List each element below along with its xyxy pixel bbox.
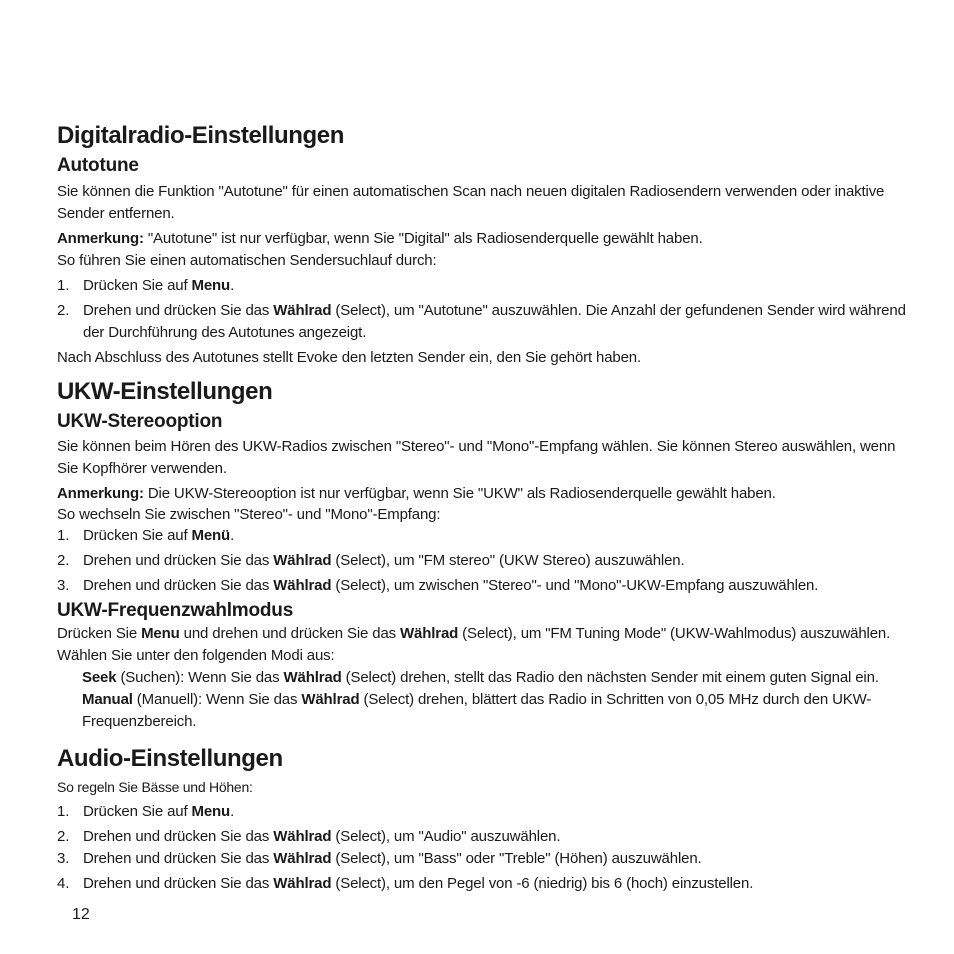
ukw-stereo-heading: UKW-Stereooption: [57, 411, 223, 432]
step-number: 1.: [57, 803, 70, 820]
step-number: 4.: [57, 875, 70, 892]
list-item: [57, 575, 907, 597]
ukw-freq-intro: Drücken Sie Menu und drehen und drücken Sie das Wählrad (Select), um "FM Tuning Mode" (UKW-Wahlmodus) auszuwählen. Wählen Sie unter den folgenden Modi aus:: [57, 625, 891, 664]
note-text: Die UKW-Stereooption ist nur verfügbar, wenn Sie "UKW" als Radiosenderquelle gewählt haben.: [143, 485, 776, 502]
autotune-steps: [57, 275, 907, 344]
autotune-heading: Autotune: [57, 155, 139, 176]
autotune-intro: Sie können die Funktion "Autotune" für einen automatischen Scan nach neuen digitalen Radiosendern verwenden oder inaktive Sender entfernen.: [57, 183, 885, 222]
ukw-stereo-howto: So wechseln Sie zwischen "Stereo"- und "Mono"-Empfang:: [57, 506, 441, 523]
ukw-stereo-note: [57, 483, 907, 505]
note-label: Anmerkung:: [57, 230, 144, 247]
autotune-note: [57, 228, 907, 250]
list-item: [57, 801, 907, 823]
step-text: Drücken Sie auf Menu.: [83, 277, 235, 294]
list-item: [57, 873, 907, 895]
step-text: Drehen und drücken Sie das Wählrad (Select), um "Autotune" auszuwählen. Die Anzahl der gefundenen Sender wird während der Durchführung des Autotunes angezeigt.: [83, 302, 906, 341]
list-item: [57, 300, 907, 344]
step-text: Drücken Sie auf Menu.: [83, 803, 235, 820]
audio-steps: [57, 801, 907, 895]
step-number: 1.: [57, 277, 70, 294]
digitalradio-heading: Digitalradio-Einstellungen: [57, 122, 344, 149]
ukw-freq-heading: UKW-Frequenzwahlmodus: [57, 600, 294, 621]
step-number: 1.: [57, 527, 70, 544]
list-item: [57, 826, 907, 848]
step-text: Drücken Sie auf Menü.: [83, 527, 235, 544]
autotune-howto: So führen Sie einen automatischen Sendersuchlauf durch:: [57, 252, 437, 269]
step-text: Drehen und drücken Sie das Wählrad (Select), um den Pegel von -6 (niedrig) bis 6 (hoch) einzustellen.: [83, 875, 754, 892]
step-number: 2.: [57, 552, 70, 569]
list-item: [57, 848, 907, 870]
manual-page: [57, 118, 907, 895]
ukw-freq-modes: [57, 667, 907, 733]
step-text: Drehen und drücken Sie das Wählrad (Select), um "FM stereo" (UKW Stereo) auszuwählen.: [83, 552, 685, 569]
audio-intro: So regeln Sie Bässe und Höhen:: [57, 779, 253, 795]
ukw-stereo-steps: [57, 525, 907, 597]
note-label: Anmerkung:: [57, 485, 144, 502]
step-number: 2.: [57, 302, 70, 319]
step-number: 3.: [57, 850, 70, 867]
page-number: 12: [72, 906, 90, 923]
mode-manual: Manual (Manuell): Wenn Sie das Wählrad (Select) drehen, blättert das Radio in Schritten von 0,05 MHz durch den UKW-Frequenzbereich.: [82, 691, 872, 730]
autotune-outro: Nach Abschluss des Autotunes stellt Evoke den letzten Sender ein, den Sie gehört haben.: [57, 349, 642, 366]
step-text: Drehen und drücken Sie das Wählrad (Select), um "Audio" auszuwählen.: [83, 828, 561, 845]
list-item: [57, 275, 907, 297]
list-item: [57, 525, 907, 547]
step-text: Drehen und drücken Sie das Wählrad (Select), um "Bass" oder "Treble" (Höhen) auszuwählen.: [83, 850, 702, 867]
step-text: Drehen und drücken Sie das Wählrad (Select), um zwischen "Stereo"- und "Mono"-UKW-Empfang auszuwählen.: [83, 577, 819, 594]
audio-heading: Audio-Einstellungen: [57, 745, 283, 772]
ukw-heading: UKW-Einstellungen: [57, 378, 273, 405]
step-number: 2.: [57, 828, 70, 845]
list-item: [57, 550, 907, 572]
step-number: 3.: [57, 577, 70, 594]
ukw-stereo-intro: Sie können beim Hören des UKW-Radios zwischen "Stereo"- und "Mono"-Empfang wählen. Sie können Stereo auswählen, wenn Sie Kopfhörer verwenden.: [57, 438, 896, 477]
mode-seek: Seek (Suchen): Wenn Sie das Wählrad (Select) drehen, stellt das Radio den nächsten Sender mit einem guten Signal ein.: [82, 669, 879, 686]
note-text: "Autotune" ist nur verfügbar, wenn Sie "Digital" als Radiosenderquelle gewählt haben.: [143, 230, 703, 247]
